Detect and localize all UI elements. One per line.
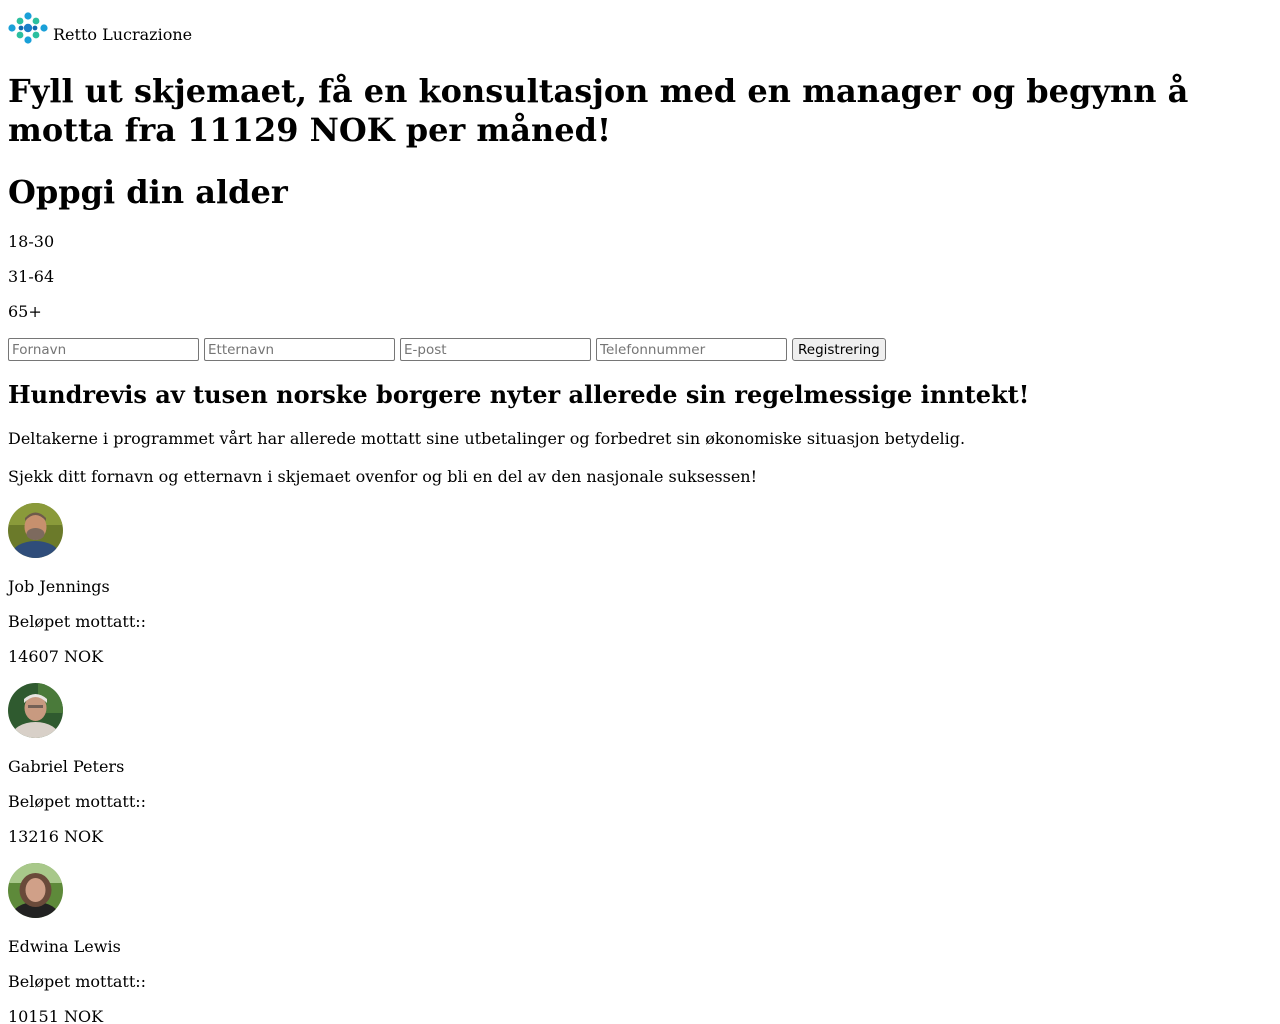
testimonial-amount-label: Beløpet mottatt::: [8, 612, 147, 631]
testimonial-card: [8, 683, 408, 846]
user-avatar-photo: [8, 863, 63, 918]
last-name-input[interactable]: [204, 338, 395, 361]
first-name-input[interactable]: [8, 338, 199, 361]
testimonial-amount: 13216 NOK: [8, 827, 104, 846]
email-input[interactable]: [400, 338, 591, 361]
testimonial-name: Edwina Lewis: [8, 937, 121, 956]
page-headline: Fyll ut skjemaet, få en konsultasjon med en manager og begynn å motta fra 11129 NOK per måned!: [8, 72, 1189, 149]
registration-form: [8, 338, 886, 361]
age-option-18-30[interactable]: 18-30: [8, 232, 55, 251]
age-option-65-plus[interactable]: 65+: [8, 302, 42, 321]
social-proof-title: Hundrevis av tusen norske borgere nyter allerede sin regelmessige inntekt!: [8, 380, 1030, 409]
brand-name: Retto Lucrazione: [53, 25, 193, 44]
testimonial-name: Job Jennings: [8, 577, 110, 596]
social-proof-paragraph-1: Deltakerne i programmet vårt har allerede mottatt sine utbetalinger og forbedret sin økonomiske situasjon betydelig.: [8, 429, 966, 448]
brand-logo-icon: [8, 12, 48, 44]
testimonial-amount-label: Beløpet mottatt::: [8, 972, 147, 991]
testimonial-card: [8, 503, 408, 666]
user-avatar-photo: [8, 683, 63, 738]
social-proof-paragraph-2: Sjekk ditt fornavn og etternavn i skjemaet ovenfor og bli en del av den nasjonale suksessen!: [8, 467, 758, 486]
register-button[interactable]: Registrering: [792, 338, 886, 361]
header: [8, 12, 192, 44]
testimonial-amount: 10151 NOK: [8, 1007, 104, 1024]
testimonial-card: [8, 863, 408, 1024]
age-section-title: Oppgi din alder: [8, 173, 288, 211]
user-avatar-photo: [8, 503, 63, 558]
testimonial-amount: 14607 NOK: [8, 647, 104, 666]
testimonial-name: Gabriel Peters: [8, 757, 125, 776]
testimonial-amount-label: Beløpet mottatt::: [8, 792, 147, 811]
phone-input[interactable]: [596, 338, 787, 361]
age-option-31-64[interactable]: 31-64: [8, 267, 55, 286]
